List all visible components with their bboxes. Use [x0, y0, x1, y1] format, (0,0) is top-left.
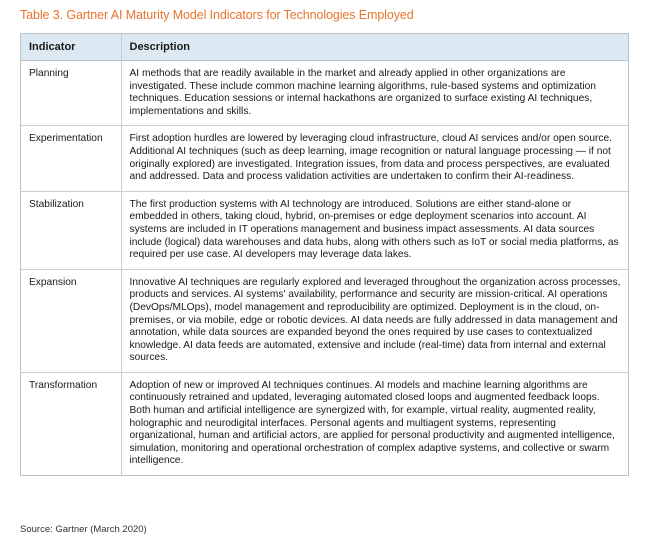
- table-row: [21, 126, 628, 191]
- indicators-table: [21, 34, 628, 475]
- indicator-cell: Transformation: [21, 372, 121, 475]
- indicator-cell: Expansion: [21, 269, 121, 372]
- description-cell: Innovative AI techniques are regularly explored and leveraged throughout the organization across processes, products and services. AI systems' availability, performance and security are mission-critical. AI operations (DevOps/MLOps), model management and reproducibility are optimized. Deployment is in the cloud, on-premises, or via mobile, edge or robotic devices. AI data needs are fully addressed in data management and annotation, while data sources are expanded beyond the ones required by use cases to contextualized knowledge. AI data feeds are automated, extensive and include (real-time) data from internal and external sources.: [121, 269, 628, 372]
- table-row: [21, 191, 628, 269]
- table-row: [21, 61, 628, 126]
- indicator-cell: Experimentation: [21, 126, 121, 191]
- maturity-table: [20, 33, 629, 476]
- table-row: [21, 372, 628, 475]
- table-header-row: [21, 34, 628, 61]
- description-cell: First adoption hurdles are lowered by leveraging cloud infrastructure, cloud AI services and/or open source. Additional AI techniques (such as deep learning, image recognition or natural language processing — if not originally explored) are investigated. Integration issues, from data and process perspectives, are evaluated and addressed. Data and process validation activities are undertaken to confirm their AI-readiness.: [121, 126, 628, 191]
- indicator-cell: Stabilization: [21, 191, 121, 269]
- header-description: Description: [121, 34, 628, 61]
- description-cell: AI methods that are readily available in the market and already applied in other organizations are investigated. These include common machine learning algorithms, rule-based systems and optimization techniques. Education sessions or internal hackathons are organized to surface existing AI techniques, implementations and skills.: [121, 61, 628, 126]
- table-title: Table 3. Gartner AI Maturity Model Indicators for Technologies Employed: [20, 8, 414, 22]
- description-cell: The first production systems with AI technology are introduced. Solutions are either stand-alone or embedded in others, taking cloud, hybrid, on-premises or edge deployment scenarios into account. AI systems are included in IT operations management and business impact assessments. AI data sources include (logical) data warehouses and data hubs, along with others such as IoT or social media platforms, as required per use case. AI developers may leverage data lakes.: [121, 191, 628, 269]
- description-cell: Adoption of new or improved AI techniques continues. AI models and machine learning algorithms are continuously retrained and updated, leveraging automated closed loops and augmented feedback loops. Both human and artificial intelligence are synergized with, for example, virtual reality, augmented reality, holographic and neurodigital interfaces. Personal agents and multiagent systems, representing organizational, human and artificial actors, are applied for personal productivity and augmented intelligence, simulation, monitoring and operational orchestration of complex adaptive systems, and collective or swarm intelligence.: [129, 379, 615, 467]
- source-note: Source: Gartner (March 2020): [20, 524, 147, 535]
- indicator-cell: Planning: [21, 61, 121, 126]
- header-indicator: Indicator: [21, 34, 121, 61]
- table-row: [21, 269, 628, 372]
